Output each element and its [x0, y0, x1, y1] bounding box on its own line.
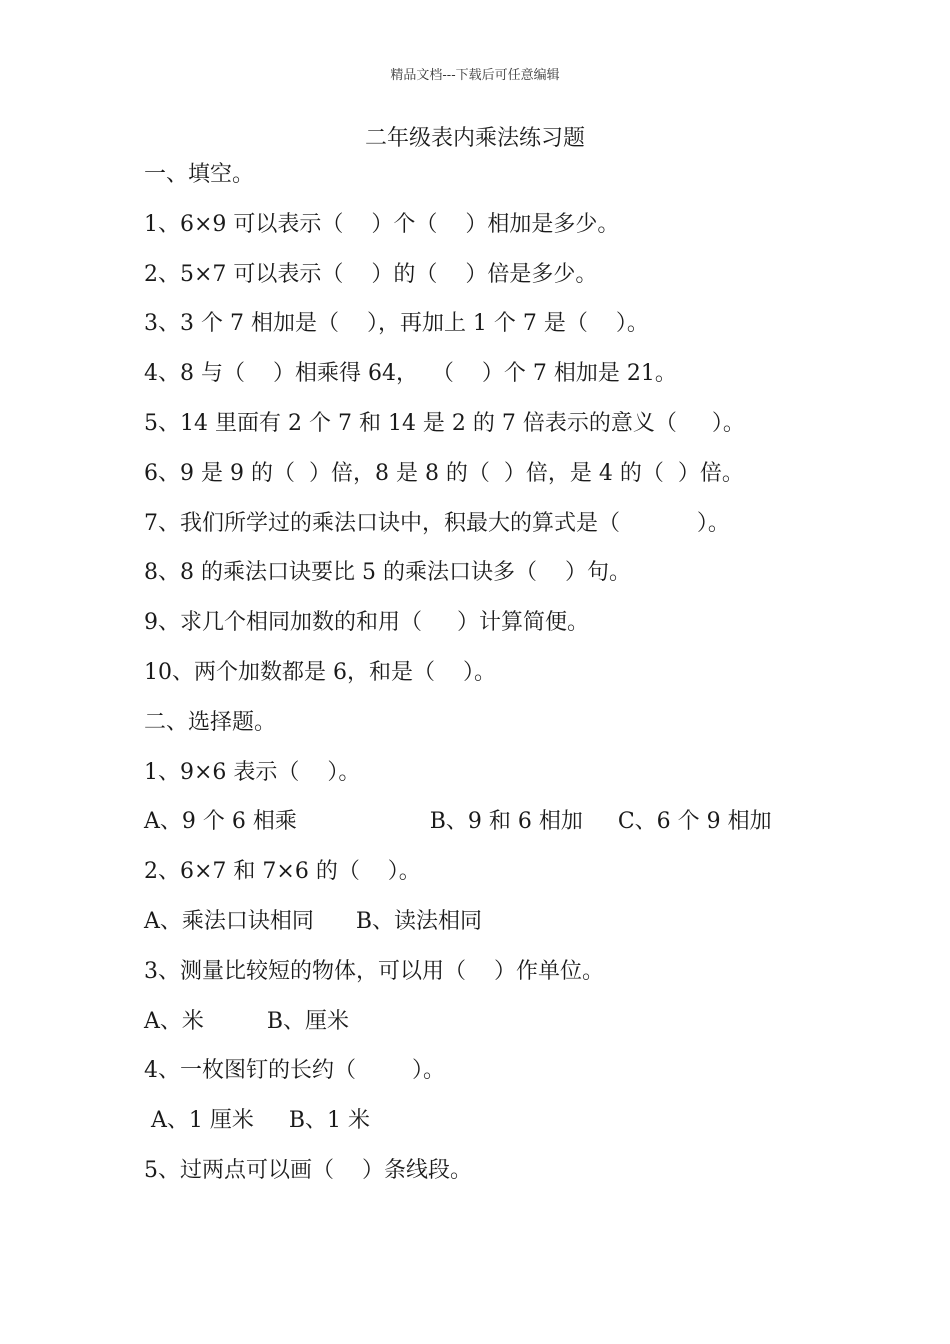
question-1-4: 4、8 与（ ）相乘得 64， （ ）个 7 相加是 21。 [144, 361, 677, 387]
choice-question-1: 1、9×6 表示（ ）。 [144, 759, 361, 785]
question-1-9: 9、求几个相同加数的和用（ ）计算简便。 [144, 610, 589, 636]
choice-options-4: A、1 厘米 B、1 米 [144, 1108, 370, 1134]
question-1-3: 3、3 个 7 相加是（ ），再加上 1 个 7 是（ ）。 [144, 311, 649, 337]
question-1-10: 10、两个加数都是 6，和是（ ）。 [144, 659, 496, 685]
page-header: 精品文档---下载后可任意编辑 [390, 68, 560, 83]
choice-options-3: A、米 B、厘米 [144, 1008, 349, 1034]
question-1-7: 7、我们所学过的乘法口诀中，积最大的算式是（ ）。 [144, 510, 730, 536]
question-1-8: 8、8 的乘法口诀要比 5 的乘法口诀多（ ）句。 [144, 560, 631, 586]
choice-question-5: 5、过两点可以画（ ）条线段。 [144, 1157, 472, 1183]
choice-options-2: A、乘法口诀相同 B、读法相同 [144, 908, 483, 934]
question-1-5: 5、14 里面有 2 个 7 和 14 是 2 的 7 倍表示的意义（ ）。 [144, 410, 745, 436]
question-1-6: 6、9 是 9 的（ ）倍，8 是 8 的（ ）倍，是 4 的（ ）倍。 [144, 460, 744, 486]
question-1-2: 2、5×7 可以表示（ ）的（ ）倍是多少。 [144, 261, 598, 287]
question-1-1: 1、6×9 可以表示（ ）个（ ）相加是多少。 [144, 211, 620, 237]
choice-options-1: A、9 个 6 相乘 B、9 和 6 相加 C、6 个 9 相加 [144, 809, 772, 835]
page-title: 二年级表内乘法练习题 [364, 126, 585, 151]
choice-question-3: 3、测量比较短的物体，可以用（ ）作单位。 [144, 958, 604, 984]
section-heading-fill-in: 一、填空。 [144, 162, 255, 187]
document-body [144, 155, 844, 1201]
choice-question-2: 2、6×7 和 7×6 的（ ）。 [144, 859, 421, 885]
section-heading-choice: 二、选择题。 [144, 709, 277, 735]
choice-question-4: 4、一枚图钉的长约（ ）。 [144, 1058, 445, 1084]
